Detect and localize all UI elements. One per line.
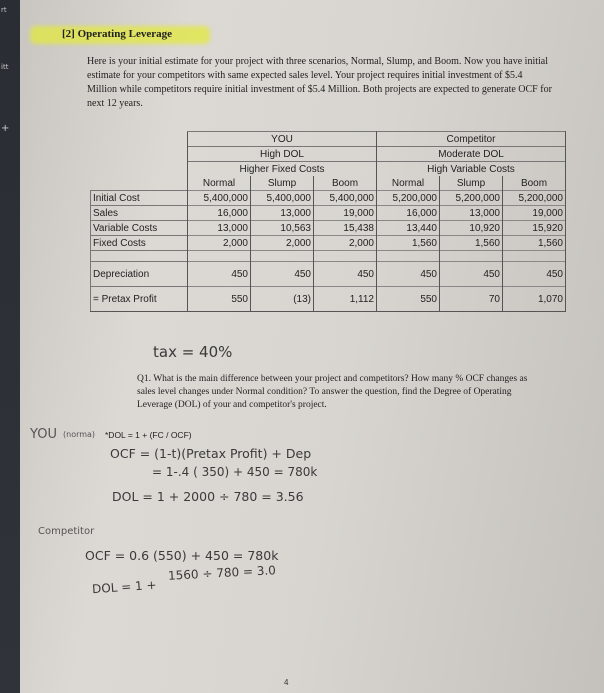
row-label: Variable Costs — [91, 221, 188, 236]
cell: 5,400,000 — [314, 191, 377, 206]
cell: 16,000 — [377, 206, 440, 221]
cell: 450 — [440, 262, 503, 287]
plus-icon: + — [1, 123, 10, 134]
cell: 13,000 — [251, 206, 314, 221]
cell: 450 — [188, 262, 251, 287]
cell: 1,560 — [503, 236, 566, 251]
question-1: Q1. What is the main difference between your project and competitors? How many % OCF changes as sales level changes under Normal condition? To answer the question, find the Degree of Operating Leverage (DOL) of your and competitor's project. — [137, 374, 528, 410]
you-header: YOU — [188, 132, 377, 147]
cell: 1,560 — [377, 236, 440, 251]
cell: 2,000 — [188, 236, 251, 251]
cell: 10,920 — [440, 221, 503, 236]
cell: 450 — [377, 262, 440, 287]
dol-formula: *DOL = 1 + (FC / OCF) — [105, 430, 192, 440]
cell: 450 — [251, 262, 314, 287]
cell: 5,400,000 — [251, 191, 314, 206]
cell: 16,000 — [188, 206, 251, 221]
page-number: 4 — [284, 678, 289, 687]
handwritten-you-ocf-calc: = 1-.4 ( 350) + 450 = 780k — [152, 465, 318, 479]
cell: 450 — [314, 262, 377, 287]
cell: 450 — [503, 262, 566, 287]
cell: 550 — [188, 287, 251, 312]
scenario-header: Slump — [440, 176, 503, 191]
intro-paragraph: Here is your initial estimate for your project with three scenarios, Normal, Slump, and Boom. Now you have initial estimate for your competitors with same expected sales level. Your project requires initial investment of $5.4 Million while competitors require initial investment of $5.4 Million. Both projects are expected to generate OCF for next 12 years. — [87, 56, 552, 109]
table-row — [91, 287, 566, 312]
cell: 15,438 — [314, 221, 377, 236]
handwritten-comp-dol-calc: 1560 ÷ 780 = 3.0 — [167, 563, 277, 583]
cell: 19,000 — [503, 206, 566, 221]
cell: 2,000 — [251, 236, 314, 251]
cell: (13) — [251, 287, 314, 312]
row-label: = Pretax Profit — [91, 287, 188, 312]
section-title: [2] Operating Leverage — [62, 28, 172, 40]
operating-leverage-table — [90, 131, 566, 312]
cell: 13,440 — [377, 221, 440, 236]
scenario-header: Boom — [503, 176, 566, 191]
handwritten-tax: tax = 40% — [153, 343, 233, 361]
cell: 13,000 — [188, 221, 251, 236]
table-row — [91, 191, 566, 206]
cell: 550 — [377, 287, 440, 312]
cell: 15,920 — [503, 221, 566, 236]
cell: 70 — [440, 287, 503, 312]
handwritten-you-label: YOU — [30, 427, 57, 442]
you-cost-type-header: Higher Fixed Costs — [188, 162, 377, 177]
scenario-header: Slump — [251, 176, 314, 191]
cell: 5,200,000 — [377, 191, 440, 206]
scenario-header: Boom — [314, 176, 377, 191]
competitor-dol-header: Moderate DOL — [377, 147, 566, 162]
table-row — [91, 206, 566, 221]
cell: 10,563 — [251, 221, 314, 236]
scenario-header: Normal — [188, 176, 251, 191]
strip-label: rt — [1, 6, 7, 14]
cell: 5,200,000 — [503, 191, 566, 206]
handwritten-comp-dol: DOL = 1 + — [91, 577, 157, 597]
cell: 5,200,000 — [440, 191, 503, 206]
cell: 2,000 — [314, 236, 377, 251]
handwritten-comp-ocf: OCF = 0.6 (550) + 450 = 780k — [85, 548, 279, 563]
handwritten-competitor-label: Competitor — [38, 526, 95, 537]
cell: 19,000 — [314, 206, 377, 221]
cell: 1,070 — [503, 287, 566, 312]
handwritten-you-ocf: OCF = (1-t)(Pretax Profit) + Dep — [110, 446, 312, 461]
competitor-cost-type-header: High Variable Costs — [377, 162, 566, 177]
cell: 1,560 — [440, 236, 503, 251]
row-label: Sales — [91, 206, 188, 221]
row-label: Fixed Costs — [91, 236, 188, 251]
strip-label: itt — [1, 63, 9, 71]
handwritten-normal-note: (norma) — [63, 430, 96, 439]
competitor-header: Competitor — [377, 132, 566, 147]
cell: 1,112 — [314, 287, 377, 312]
row-label: Depreciation — [91, 262, 188, 287]
background-window-strip — [0, 0, 20, 693]
table-row — [91, 221, 566, 236]
table-row — [91, 262, 566, 287]
you-dol-header: High DOL — [188, 147, 377, 162]
handwritten-you-dol: DOL = 1 + 2000 ÷ 780 = 3.56 — [112, 489, 304, 504]
table-row — [91, 236, 566, 251]
scenario-header: Normal — [377, 176, 440, 191]
cell: 13,000 — [440, 206, 503, 221]
row-label: Initial Cost — [91, 191, 188, 206]
cell: 5,400,000 — [188, 191, 251, 206]
